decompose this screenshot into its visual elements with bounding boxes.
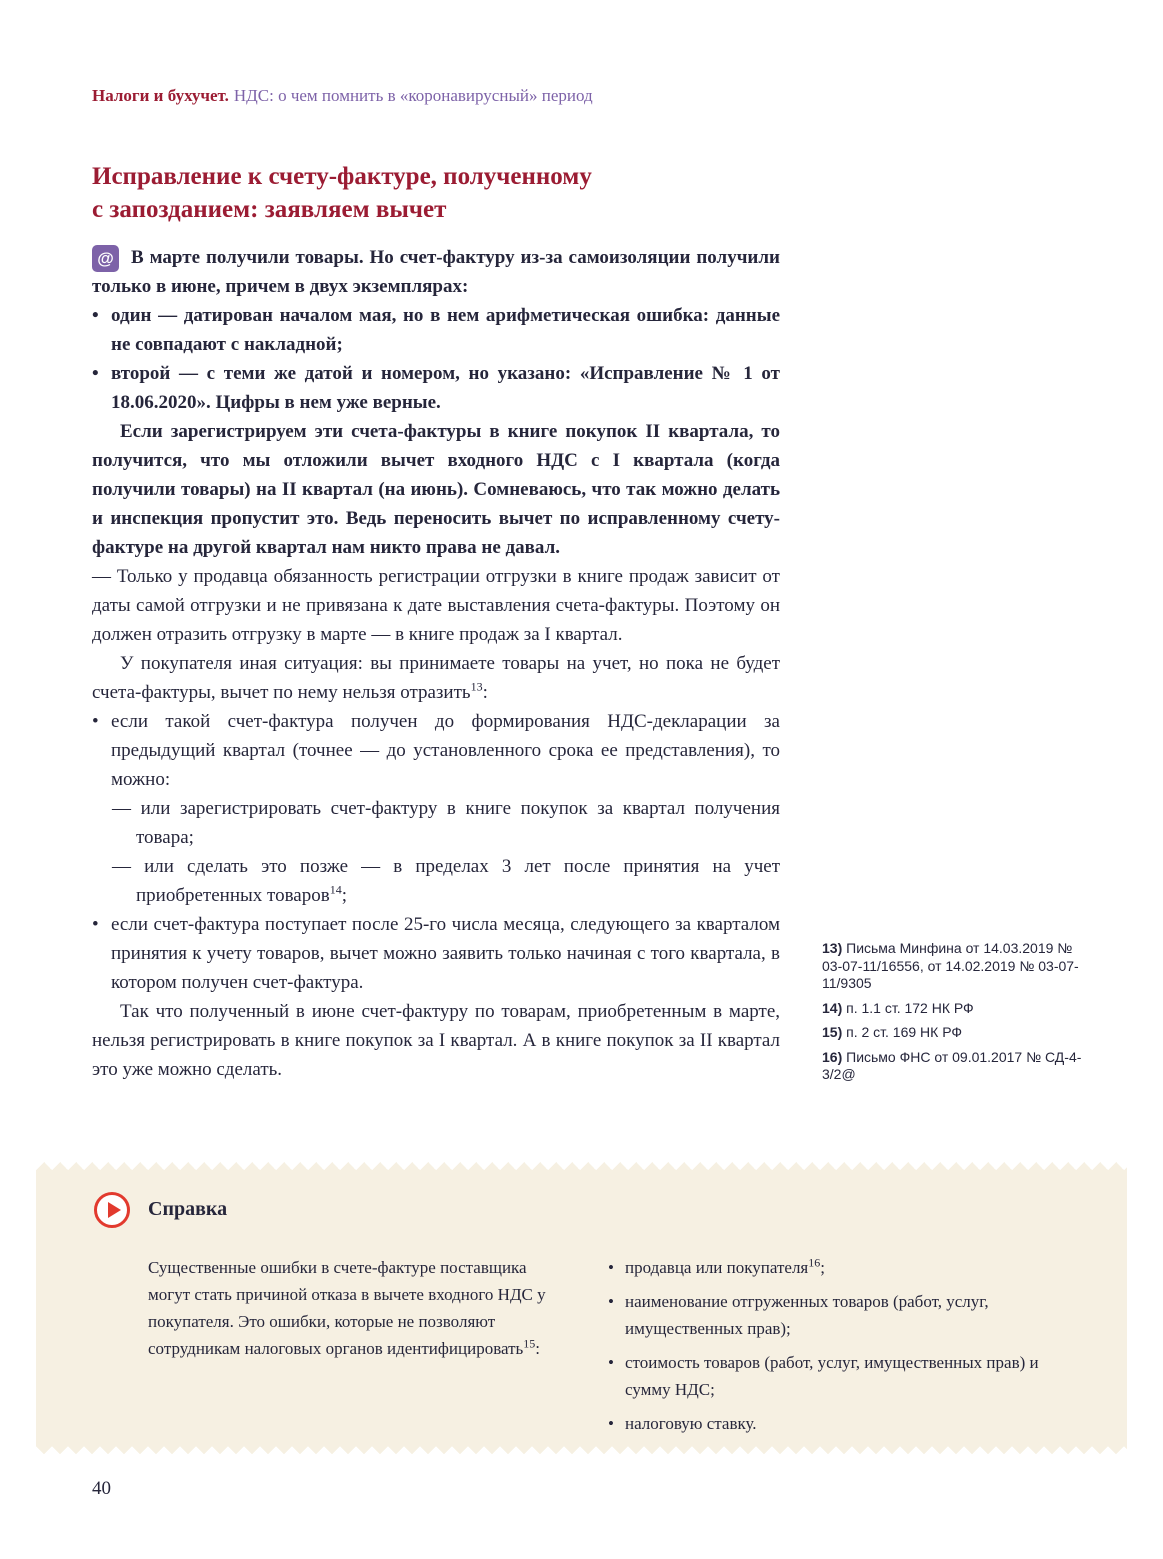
footnote-15-number: 15) bbox=[822, 1024, 843, 1040]
question-bullet-1 bbox=[92, 301, 780, 359]
bullet-marker: • bbox=[92, 305, 99, 326]
answer-paragraph-2-text: У покупателя иная ситуация: вы принимаете товары на учет, но пока не будет счета-фактуры, вычет по нему нельзя отразить bbox=[92, 653, 780, 703]
footnote-16 bbox=[822, 1049, 1084, 1084]
bullet-marker: • bbox=[608, 1414, 614, 1433]
question-bullet-2-text: второй — с теми же датой и номером, но указано: «Исправление № 1 от 18.06.2020». Цифры в нем уже верные. bbox=[111, 363, 780, 413]
answer-bullet-1-text: если такой счет-фактура получен до формирования НДС-декларации за предыдущий квартал (точнее — до установленного срока ее представления), то можно: bbox=[111, 711, 780, 790]
footnote-15-text: п. 2 ст. 169 НК РФ bbox=[846, 1024, 963, 1040]
spravka-bullet-1-text: продавца или покупателя bbox=[625, 1258, 809, 1277]
rubric-label: Налоги и бухучет. bbox=[92, 86, 229, 105]
spravka-bullet-2 bbox=[608, 1288, 1070, 1342]
spravka-intro-tail: : bbox=[535, 1339, 541, 1358]
footnote-13-number: 13) bbox=[822, 940, 843, 956]
footnotes-sidebar bbox=[822, 940, 1084, 1091]
spravka-bullet-4 bbox=[608, 1410, 1070, 1437]
spravka-list bbox=[608, 1254, 1070, 1444]
footnote-14-text: п. 1.1 ст. 172 НК РФ bbox=[846, 999, 974, 1016]
article-title bbox=[92, 160, 812, 226]
question-paragraph-2: Если зарегистрируем эти счета-фактуры в книге покупок II квартала, то получится, что мы отложили вычет входного НДС с I квартала (когда получили товары) на II квартал (на июнь). Сомневаюсь, что так можно делать и инспекция пропустит это. Ведь переносить вычет по исправленному счету-фактуре на другой квартал нам никто права не давал. bbox=[92, 421, 780, 558]
answer-paragraph-2 bbox=[92, 649, 780, 707]
answer-subitem-2-tail: ; bbox=[341, 885, 347, 906]
at-glyph: @ bbox=[97, 249, 114, 268]
page-number: 40 bbox=[92, 1478, 111, 1499]
spravka-bullet-3-text: стоимость товаров (работ, услуг, имущественных прав) и сумму НДС; bbox=[625, 1353, 1039, 1399]
question-bullet-2 bbox=[92, 359, 780, 417]
spravka-intro bbox=[148, 1254, 548, 1362]
bullet-marker: • bbox=[92, 711, 99, 732]
spravka-note-box bbox=[36, 1170, 1127, 1446]
running-header bbox=[92, 86, 992, 106]
bullet-marker: • bbox=[608, 1292, 614, 1311]
spravka-bullet-1 bbox=[608, 1254, 1070, 1281]
footnote-16-number: 16) bbox=[822, 1048, 843, 1065]
bullet-marker: • bbox=[608, 1353, 614, 1372]
article-body bbox=[92, 243, 780, 1084]
question-paragraph-1 bbox=[92, 243, 780, 301]
reader-question-block bbox=[92, 243, 780, 562]
bullet-marker: • bbox=[608, 1258, 614, 1277]
bullet-marker: • bbox=[92, 363, 99, 384]
answer-subitem-2 bbox=[92, 852, 780, 910]
chapter-topic: НДС: о чем помнить в «коронавирусный» период bbox=[233, 86, 593, 105]
question-text-1: В марте получили товары. Но счет-фактуру из-за самоизоляции получили только в июне, причем в двух экземплярах: bbox=[92, 247, 780, 297]
answer-bullet-2 bbox=[92, 910, 780, 997]
footnote-ref-15: 15 bbox=[523, 1336, 536, 1351]
answer-subitem-1: — или зарегистрировать счет-фактуру в книге покупок за квартал получения товара; bbox=[112, 798, 780, 848]
footnote-ref-14: 14 bbox=[329, 882, 342, 897]
answer-paragraph-2-tail: : bbox=[482, 682, 488, 703]
footnote-14-number: 14) bbox=[822, 999, 843, 1016]
footnote-13-text: Письма Минфина от 14.03.2019 № 03-07-11/16556, от 14.02.2019 № 03-07-11/9305 bbox=[822, 940, 1079, 991]
footnote-15 bbox=[822, 1024, 1084, 1042]
footnote-14 bbox=[822, 1000, 1084, 1018]
answer-bullet-2-text: если счет-фактура поступает после 25-го числа месяца, следующего за кварталом принятия к учету товаров, вычет можно заявить только начиная с того квартала, в котором получен счет-фактура. bbox=[111, 914, 780, 993]
spravka-bullet-3 bbox=[608, 1349, 1070, 1403]
play-circle-icon bbox=[94, 1192, 130, 1228]
spravka-bullet-2-text: наименование отгруженных товаров (работ, услуг, имущественных прав); bbox=[625, 1292, 989, 1338]
spravka-intro-text: Существенные ошибки в счете-фактуре поставщика могут стать причиной отказа в вычете входного НДС у покупателя. Это ошибки, которые не позволяют сотрудникам налоговых органов идентифицировать bbox=[148, 1258, 546, 1358]
footnote-ref-13: 13 bbox=[470, 679, 483, 694]
footnote-16-text: Письмо ФНС от 09.01.2017 № СД-4-3/2@ bbox=[822, 1048, 1082, 1082]
footnote-13 bbox=[822, 940, 1084, 993]
answer-subitem-2-text: — или сделать это позже — в пределах 3 лет после принятия на учет приобретенных товаров bbox=[112, 856, 780, 906]
spravka-title: Справка bbox=[148, 1198, 228, 1220]
answer-paragraph-3: Так что полученный в июне счет-фактуру по товарам, приобретенным в марте, нельзя регистрировать в книге покупок за I квартал. А в книге покупок за II квартал это уже можно сделать. bbox=[92, 1001, 780, 1080]
article-title-line-2: с запозданием: заявляем вычет bbox=[92, 196, 447, 223]
answer-paragraph-1: — Только у продавца обязанность регистрации отгрузки в книге продаж зависит от даты самой отгрузки и не привязана к дате выставления счета-фактуры. Поэтому он должен отразить отгрузку в марте — в книге продаж за I квартал. bbox=[92, 566, 780, 645]
spravka-bullet-1-tail: ; bbox=[820, 1258, 825, 1277]
question-bullet-1-text: один — датирован началом мая, но в нем арифметическая ошибка: данные не совпадают с накладной; bbox=[111, 305, 780, 355]
article-title-line-1: Исправление к счету-фактуре, полученному bbox=[92, 163, 592, 190]
footnote-ref-16: 16 bbox=[808, 1255, 821, 1270]
answer-bullet-1 bbox=[92, 707, 780, 794]
bullet-marker: • bbox=[92, 914, 99, 935]
expert-answer-block bbox=[92, 562, 780, 1084]
reader-question-at-icon bbox=[92, 245, 119, 272]
spravka-bullet-4-text: налоговую ставку. bbox=[625, 1414, 757, 1433]
